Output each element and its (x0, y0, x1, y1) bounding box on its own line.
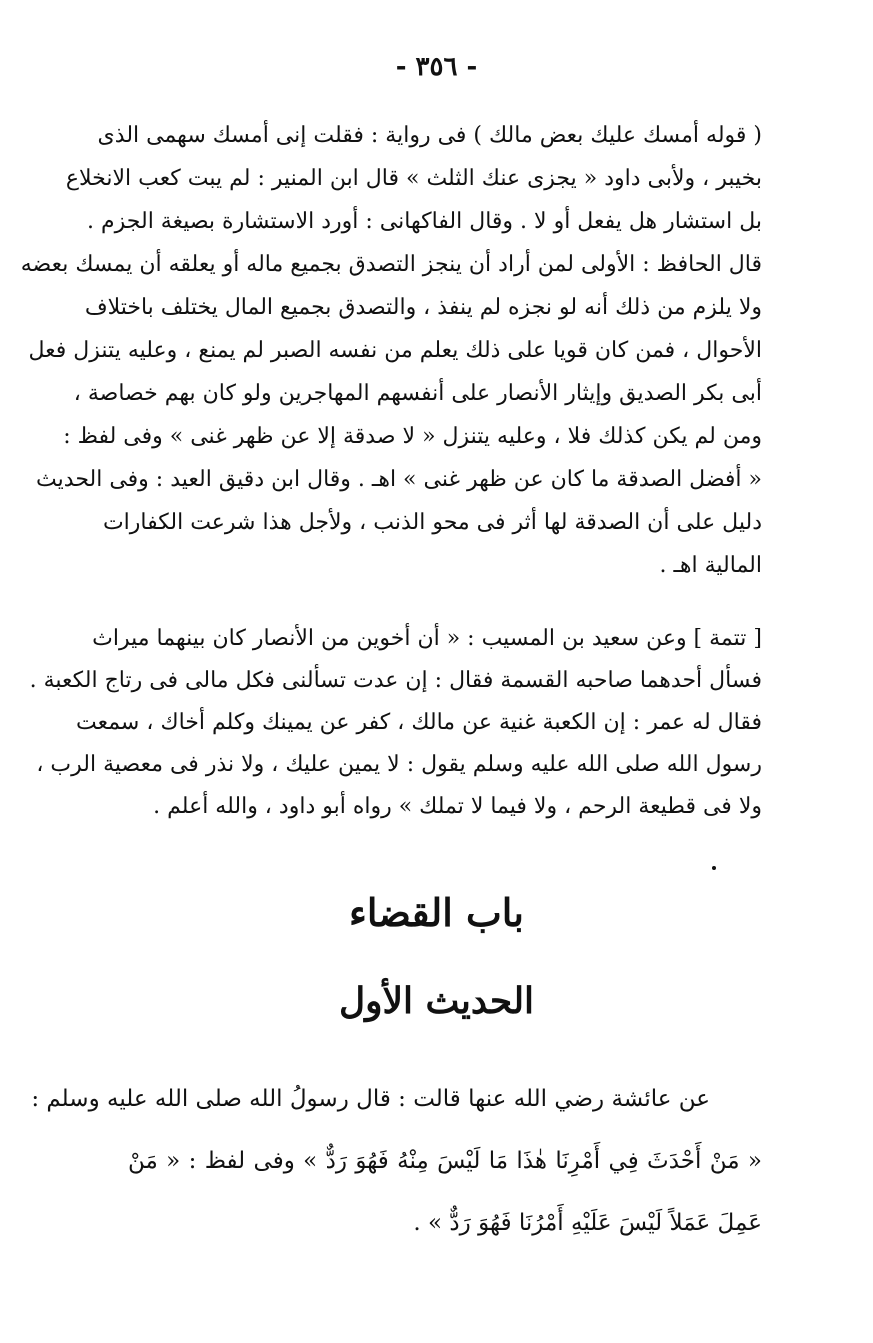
text-line: ولا فى قطيعة الرحم ، ولا فيما لا تملك » رواه أبو داود ، والله أعلم . (153, 794, 762, 819)
print-speck (712, 866, 716, 870)
text-line: أبى بكر الصديق وإيثار الأنصار على أنفسهم المهاجرين ولو كان بهم خصاصة ، (73, 381, 762, 406)
chapter-title: باب القضاء (349, 890, 524, 935)
commentary-paragraph (20, 114, 762, 587)
text-line: [ تتمة ] وعن سعيد بن المسيب : « أن أخوين من الأنصار كان بينهما ميراث (92, 626, 762, 651)
text-line: ( قوله أمسك عليك بعض مالك ) فى رواية : فقلت إنى أمسك سهمى الذى (97, 123, 762, 148)
text-line: دليل على أن الصدقة لها أثر فى محو الذنب ، ولأجل هذا شرعت الكفارات (102, 510, 762, 535)
text-line: عَمِلَ عَمَلاً لَيْسَ عَلَيْهِ أَمْرُنَا فَهُوَ رَدٌّ » . (413, 1210, 762, 1236)
text-line: فسأل أحدهما صاحبه القسمة فقال : إن عدت تسألنى فكل مالى فى رتاج الكعبة . (29, 668, 762, 693)
text-line: بل استشار هل يفعل أو لا . وقال الفاكهانى : أورد الاستشارة بصيغة الجزم . (87, 209, 762, 234)
text-line: الأحوال ، فمن كان قويا على ذلك يعلم من نفسه الصبر لم يمنع ، وعليه يتنزل فعل (28, 338, 762, 363)
hadith-heading: الحديث الأول (338, 980, 535, 1022)
text-line: ولا يلزم من ذلك أنه لو نجزه لم ينفذ ، والتصدق بجميع المال يختلف باختلاف (84, 295, 762, 320)
text-line: ومن لم يكن كذلك فلا ، وعليه يتنزل « لا صدقة إلا عن ظهر غنى » وفى لفظ : (63, 424, 762, 449)
text-line: المالية اهـ . (659, 553, 762, 578)
hadith-text (31, 1068, 762, 1254)
tatimma-paragraph (29, 618, 762, 828)
text-line: « مَنْ أَحْدَثَ فِي أَمْرِنَا هٰذَا مَا لَيْسَ مِنْهُ فَهُوَ رَدٌّ » وفى لفظ : « مَنْ (128, 1148, 762, 1174)
text-line: عن عائشة رضي الله عنها قالت : قال رسولُ الله صلى الله عليه وسلم : (31, 1086, 710, 1112)
text-line: « أفضل الصدقة ما كان عن ظهر غنى » اهـ . وقال ابن دقيق العيد : وفى الحديث (36, 467, 762, 492)
page-number: - ٣٥٦ - (395, 52, 478, 82)
text-line: بخيبر ، ولأبى داود « يجزى عنك الثلث » قال ابن المنير : لم يبت كعب الانخلاع (65, 166, 762, 191)
text-line: فقال له عمر : إن الكعبة غنية عن مالك ، كفر عن يمينك وكلم أخاك ، سمعت (76, 710, 762, 735)
text-line: قال الحافظ : الأولى لمن أراد أن ينجز التصدق بجميع ماله أو يعلقه أن يمسك بعضه (20, 252, 762, 277)
text-line: رسول الله صلى الله عليه وسلم يقول : لا يمين عليك ، ولا نذر فى معصية الرب ، (36, 752, 762, 777)
